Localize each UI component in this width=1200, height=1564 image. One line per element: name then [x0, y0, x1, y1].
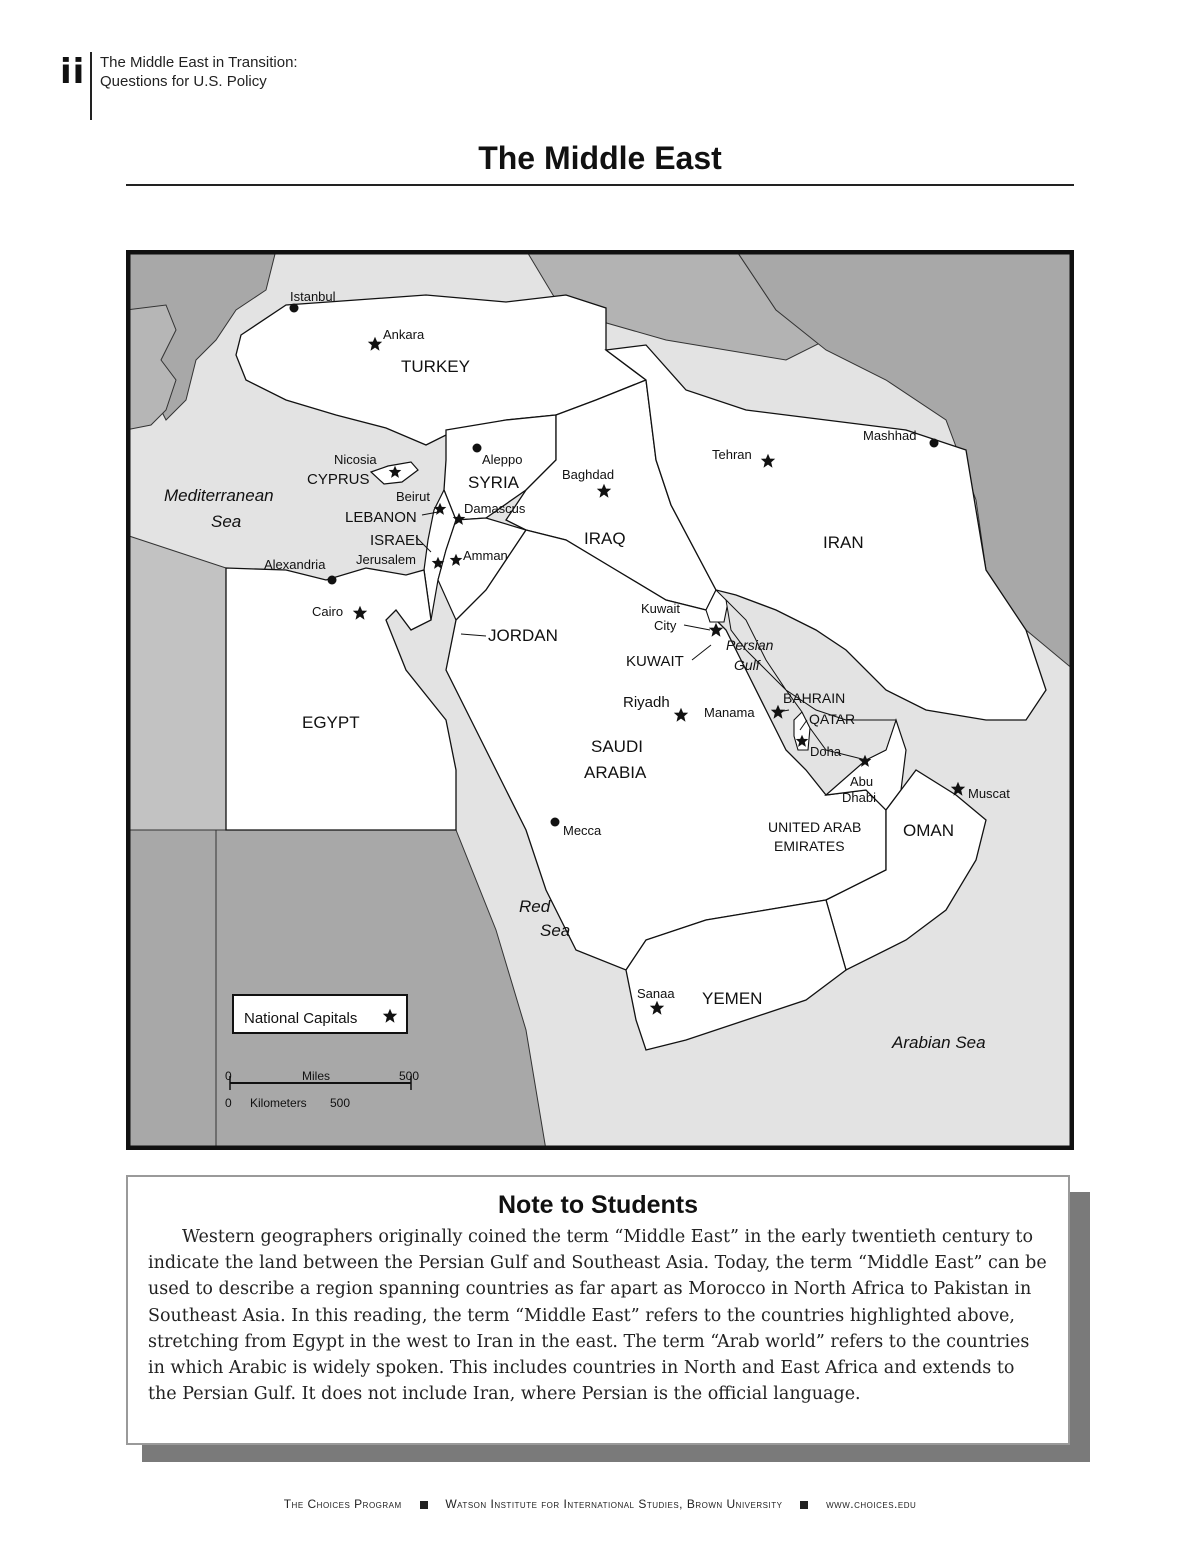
label-arabia: ARABIA	[584, 763, 647, 782]
scale-km-max: 500	[330, 1096, 351, 1110]
label-mashhad: Mashhad	[863, 428, 917, 443]
africa-land	[126, 535, 226, 830]
label-israel: ISRAEL	[370, 532, 424, 549]
label-kuwait-city-1: Kuwait	[641, 601, 681, 616]
header-divider	[90, 52, 92, 120]
label-mecca: Mecca	[563, 823, 602, 838]
label-beirut: Beirut	[396, 489, 430, 504]
note-heading: Note to Students	[498, 1191, 698, 1219]
note-body: Western geographers originally coined the term “Middle East” in the early twentieth century to indicate the land between the Persian Gulf and Southeast Asia. Today, the term “Middle East” can be used to describe a region spanning countries as far apart as Morocco in North Africa to Pakistan in Southeast Asia. In this reading, the term “Middle East” refers to the countries highlighted above, stretching from Egypt in the west to Iran in the east. The term “Arab world” refers to the countries in which Arabic is widely spoken. This includes countries in North and East Africa and extends to the Persian Gulf. It does not include Iran, where Persian is the official language.	[148, 1227, 1047, 1405]
label-egypt: EGYPT	[302, 713, 360, 732]
scale-miles-max: 500	[399, 1069, 420, 1083]
label-amman: Amman	[463, 548, 508, 563]
label-abu: Abu	[850, 774, 874, 789]
label-doha: Doha	[810, 744, 842, 759]
label-kuwait: KUWAIT	[626, 653, 684, 670]
label-red-sea: Sea	[540, 921, 571, 940]
label-cyprus: CYPRUS	[307, 471, 370, 488]
label-mediterranean: Mediterranean	[164, 486, 274, 505]
label-turkey: TURKEY	[401, 357, 470, 376]
note-to-students	[126, 1175, 1070, 1445]
label-kuwait-city-2: City	[654, 618, 677, 633]
scale-km-label: Kilometers	[250, 1096, 307, 1110]
label-persian: Persian	[726, 637, 774, 653]
label-yemen: YEMEN	[702, 989, 763, 1008]
city-dot-aleppo	[473, 444, 482, 453]
page-footer	[0, 1497, 1200, 1511]
scale-miles-zero: 0	[225, 1069, 232, 1083]
footer-program: The Choices Program	[283, 1497, 402, 1511]
page-number: ii	[60, 52, 86, 92]
page-title: The Middle East	[478, 140, 722, 176]
scale-miles-label: Miles	[302, 1069, 331, 1083]
label-riyadh: Riyadh	[623, 694, 670, 711]
label-arabian-sea: Arabian Sea	[892, 1033, 986, 1052]
label-baghdad: Baghdad	[562, 467, 615, 482]
label-iran: IRAN	[823, 533, 864, 552]
label-dhabi: Dhabi	[842, 790, 876, 805]
label-jordan: JORDAN	[488, 626, 558, 645]
label-uae-2: EMIRATES	[774, 838, 845, 854]
series-title-line2: Questions for U.S. Policy	[100, 73, 267, 90]
label-bahrain: BAHRAIN	[783, 690, 846, 706]
footer-url[interactable]: www.choices.edu	[826, 1497, 917, 1511]
label-red: Red	[519, 897, 551, 916]
series-title	[100, 53, 298, 91]
label-iraq: IRAQ	[584, 529, 626, 548]
city-dot-mecca	[551, 818, 560, 827]
scale-km-zero: 0	[225, 1096, 232, 1110]
legend-label: National Capitals	[244, 1010, 358, 1027]
label-lebanon: LEBANON	[345, 509, 417, 526]
footer-separator-icon	[420, 1501, 428, 1509]
label-manama: Manama	[704, 705, 755, 720]
city-dot-istanbul	[290, 304, 299, 313]
label-oman: OMAN	[903, 821, 954, 840]
label-uae-1: UNITED ARAB	[768, 819, 862, 835]
label-syria: SYRIA	[468, 473, 520, 492]
label-saudi: SAUDI	[591, 737, 643, 756]
libya-land	[126, 830, 216, 1150]
label-nicosia: Nicosia	[334, 452, 377, 467]
city-dot-alexandria	[328, 576, 337, 585]
map-legend	[233, 995, 407, 1033]
label-qatar: QATAR	[809, 711, 856, 727]
label-gulf: Gulf	[734, 657, 760, 673]
label-cairo: Cairo	[312, 604, 344, 619]
title-rule	[126, 184, 1074, 186]
label-muscat: Muscat	[968, 786, 1010, 801]
series-title-line1: The Middle East in Transition:	[100, 54, 298, 71]
label-istanbul: Istanbul	[290, 289, 336, 304]
label-sanaa: Sanaa	[637, 986, 675, 1001]
label-damascus: Damascus	[464, 501, 526, 516]
label-aleppo: Aleppo	[482, 452, 523, 467]
label-ankara: Ankara	[383, 327, 425, 342]
city-dot-mashhad	[930, 439, 939, 448]
label-jerusalem: Jerusalem	[356, 552, 416, 567]
label-alexandria: Alexandria	[264, 557, 326, 572]
label-tehran: Tehran	[712, 447, 752, 462]
middle-east-map	[126, 250, 1074, 1150]
footer-institute: Watson Institute for International Studies, Brown University	[445, 1497, 783, 1511]
footer-separator-icon	[800, 1501, 808, 1509]
label-mediterranean-sea: Sea	[211, 512, 242, 531]
